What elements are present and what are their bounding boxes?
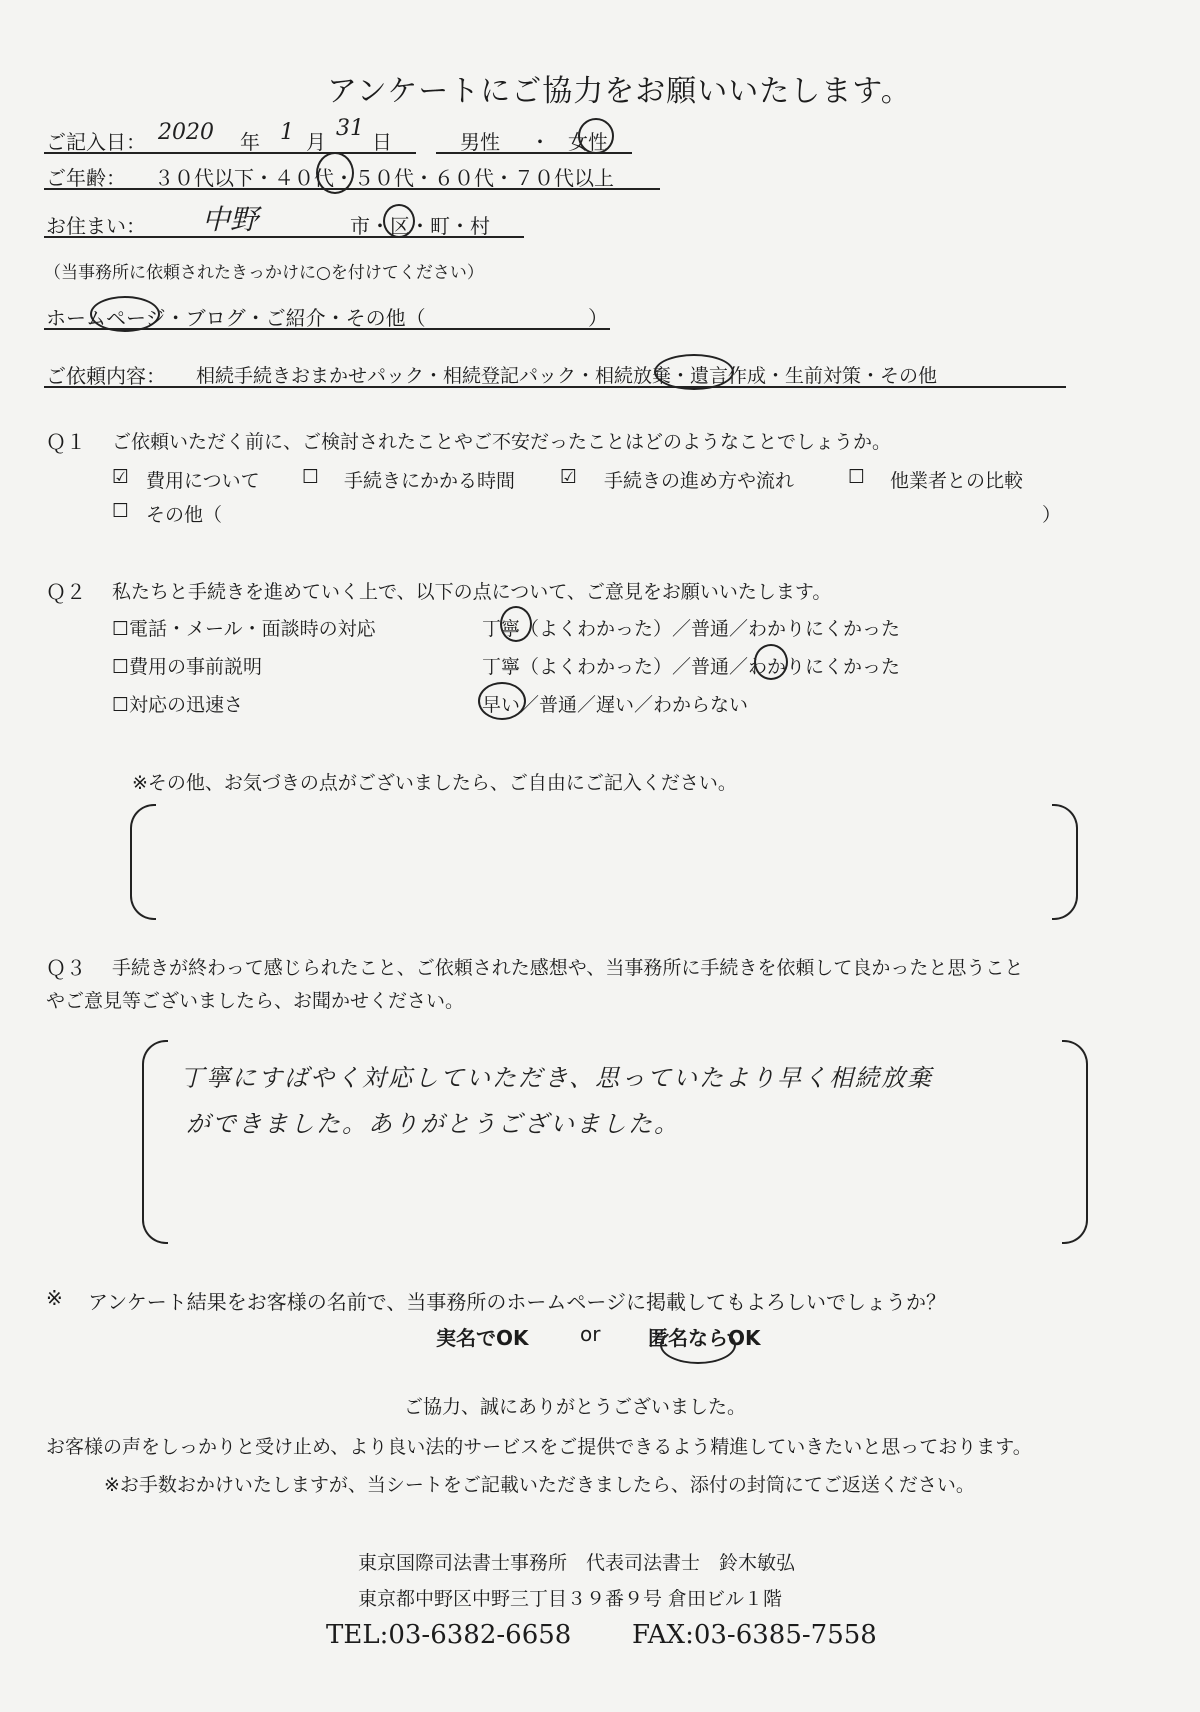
trigger-note: （当事務所に依頼されたきっかけに○を付けてください）: [44, 263, 484, 283]
q1-option-2-mark[interactable]: ☐: [302, 466, 320, 488]
q1-option-4-label: 他業者との比較: [890, 470, 1024, 492]
closing-line2: お客様の声をしっかりと受け止め、より良い法的サービスをご提供できるよう精進していきたいと思っております。: [46, 1436, 1032, 1458]
anonymous-circle-mark: [660, 1326, 736, 1364]
date-day: 31: [336, 116, 364, 141]
q2-question: 私たちと手続きを進めていく上で、以下の点について、ご意見をお願いいたします。: [112, 581, 832, 603]
age-label: ご年齢：: [46, 166, 126, 190]
trigger-close: ）: [588, 306, 608, 330]
q2-row-1-item: ☐電話・メール・面談時の対応: [112, 618, 376, 640]
fast-circle-mark: [478, 682, 526, 720]
date-month: 1: [280, 120, 294, 145]
q1-question: ご依頼いただく前に、ご検討されたことやご不安だったことはどのようなことでしょうか。: [112, 431, 892, 453]
residence-label: お住まい：: [46, 214, 146, 238]
gender-separator: ・: [530, 130, 550, 154]
q2-row-3-scale: 早い／普通／遅い／わからない: [482, 694, 749, 716]
q1-option-3-label: 手続きの進め方や流れ: [604, 470, 795, 492]
request-label: ご依頼内容：: [46, 364, 166, 388]
q2-free-text-box[interactable]: [130, 804, 1078, 920]
date-month-unit: 月: [306, 130, 326, 154]
q2-row-2-item: ☐費用の事前説明: [112, 656, 263, 678]
q1-option-2-label: 手続きにかかる時間: [344, 470, 516, 492]
q1-number: Ｑ１: [46, 430, 86, 454]
footer-office: 東京国際司法書士事務所 代表司法書士 鈴木敏弘: [358, 1552, 796, 1574]
q3-answer-line2: ができました。ありがとうございました。: [186, 1110, 680, 1138]
footer-address: 東京都中野区中野三丁目３９番９号 倉田ビル１階: [358, 1588, 783, 1610]
trigger-options: ホームページ・ブログ・ご紹介・その他（: [46, 306, 426, 330]
q3-question-line2: やご意見等ございましたら、お聞かせください。: [46, 990, 465, 1012]
renunciation-circle-mark: [654, 354, 734, 390]
closing-thanks: ご協力、誠にありがとうございました。: [404, 1396, 747, 1418]
q2-row-2-scale: 丁寧（よくわかった）／普通／わかりにくかった: [482, 656, 901, 678]
ward-circle-mark: [383, 204, 415, 238]
publish-or: or: [580, 1322, 601, 1346]
q1-other-mark[interactable]: ☐: [112, 500, 130, 522]
footer-tel: TEL:03-6382-6658: [326, 1620, 572, 1650]
age-options: ３０代以下・４０代・５０代・６０代・７０代以上: [154, 166, 614, 190]
gender-male: 男性: [460, 130, 500, 154]
normal-circle-mark: [754, 644, 788, 680]
residence-value: 中野: [202, 203, 259, 236]
q1-other-close: ）: [1042, 504, 1062, 526]
q1-option-3-mark[interactable]: ☑: [560, 466, 578, 488]
publish-mark: ※: [46, 1286, 63, 1310]
q2-note: ※その他、お気づきの点がございましたら、ご自由にご記入ください。: [132, 772, 737, 794]
female-circle-mark: [578, 118, 614, 154]
date-year-unit: 年: [240, 130, 260, 154]
q3-question-line1: 手続きが終わって感じられたこと、ご依頼された感想や、当事務所に手続きを依頼して良かったと思うこと: [112, 957, 1024, 979]
closing-line3: ※お手数おかけいたしますが、当シートをご記載いただきましたら、添付の封筒にてご返送ください。: [104, 1474, 975, 1496]
q1-option-4-mark[interactable]: ☐: [848, 466, 866, 488]
residence-types: 市・区・町・村: [350, 214, 490, 238]
footer-fax: FAX:03-6385-7558: [632, 1620, 877, 1650]
publish-anonymous-ok[interactable]: 匿名ならOK: [648, 1326, 761, 1350]
q2-number: Ｑ２: [46, 580, 86, 604]
q1-option-1-label: 費用について: [146, 470, 260, 492]
homepage-circle-mark: [90, 296, 160, 332]
date-label: ご記入日：: [46, 130, 146, 154]
q3-answer-line1: 丁寧にすばやく対応していただき、思っていたより早く相続放棄: [180, 1064, 934, 1092]
q1-option-1-mark[interactable]: ☑: [112, 466, 130, 488]
q1-other-label: その他（: [146, 504, 223, 526]
page-title: アンケートにご協力をお願いいたします。: [327, 74, 912, 109]
q3-number: Ｑ３: [46, 956, 86, 980]
date-year: 2020: [158, 120, 214, 145]
request-options: 相続手続きおまかせパック・相続登記パック・相続放棄・遺言作成・生前対策・その他: [196, 365, 938, 387]
date-day-unit: 日: [372, 130, 392, 154]
q2-row-1-scale: 丁寧（よくわかった）／普通／わかりにくかった: [482, 618, 901, 640]
polite-circle-mark: [500, 606, 532, 642]
q2-row-3-item: ☐対応の迅速さ: [112, 694, 244, 716]
gender-female: 女性: [568, 130, 608, 154]
publish-question: アンケート結果をお客様の名前で、当事務所のホームページに掲載してもよろしいでしょうか？: [88, 1290, 946, 1314]
publish-real-name-ok[interactable]: 実名でOK: [436, 1326, 529, 1350]
